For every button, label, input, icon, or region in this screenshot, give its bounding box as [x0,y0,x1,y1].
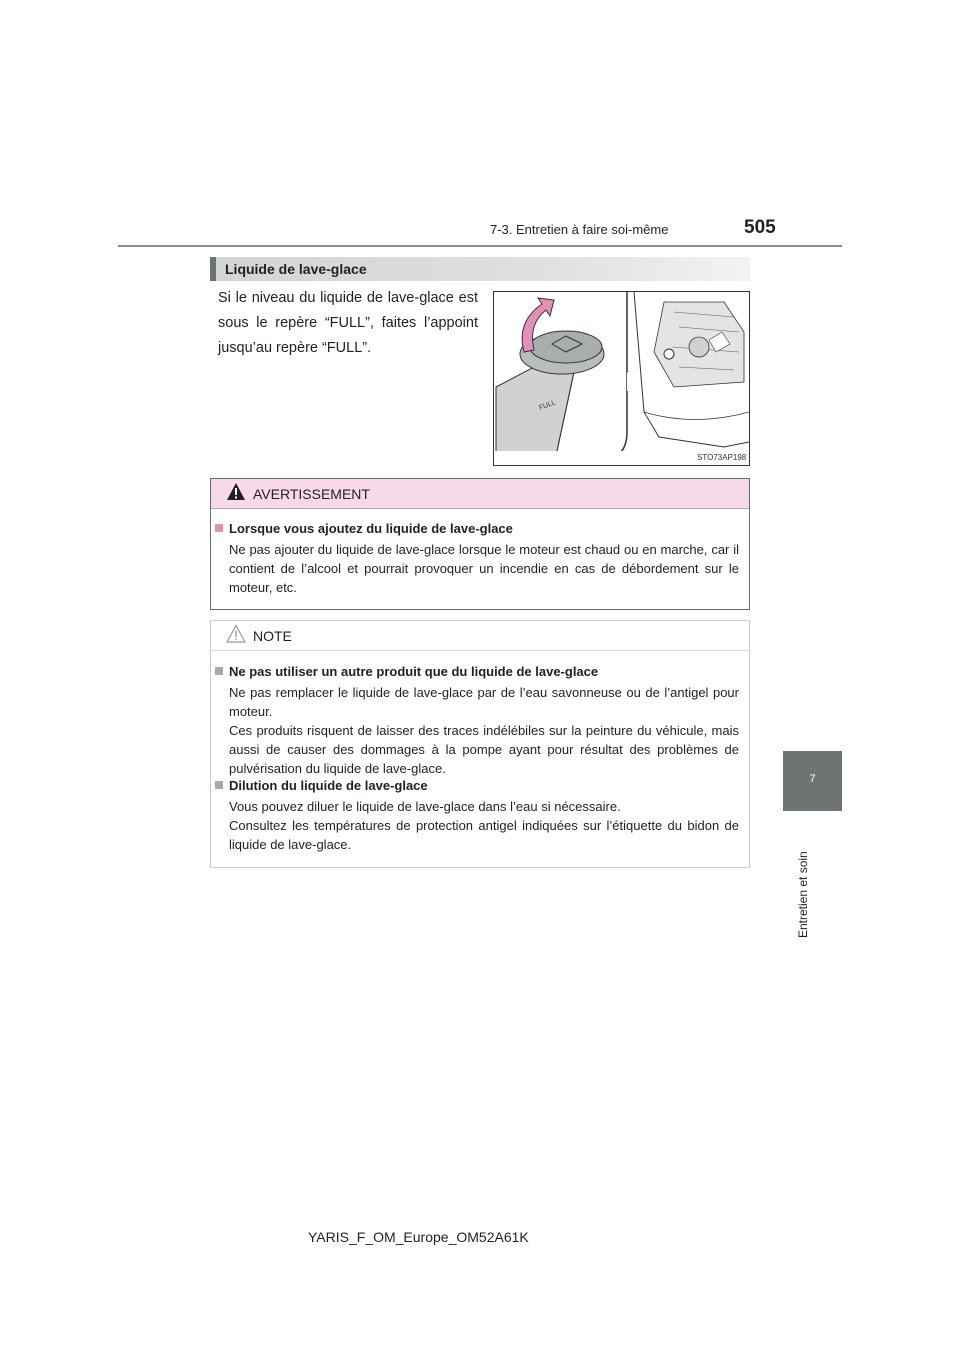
page-number: 505 [744,217,776,238]
figure-code: STO73AP198 [697,453,747,462]
section-heading-marker [210,257,216,281]
caution-triangle-icon [226,624,246,644]
warning-item-heading-text: Lorsque vous ajoutez du liquide de lave-glace [229,521,513,536]
document-id: YARIS_F_OM_Europe_OM52A61K [308,1229,529,1245]
chapter-number: 7 [809,773,816,785]
full-mark-label: FULL [538,399,557,412]
note-item-text [229,797,739,854]
warning-triangle-icon [226,482,246,502]
note-item-line: Consultez les températures de protection antigel indiquées sur l’étiquette du bidon de liquide de lave-glace. [229,818,739,852]
header-divider [118,245,842,247]
washer-reservoir-illustration [494,292,749,465]
note-item-heading [215,664,598,679]
note-item-heading [215,778,428,793]
chapter-label-text: Entretien et soin [796,851,810,938]
intro-paragraph: Si le niveau du liquide de lave-glace est sous le repère “FULL”, faites l’appoint jusqu’au repère “FULL”. [218,290,478,356]
note-item-text [229,683,739,778]
warning-item-heading [215,521,513,536]
section-title: Liquide de lave-glace [225,261,367,277]
note-item-line: Ne pas remplacer le liquide de lave-glace par de l’eau savonneuse ou de l’antigel pour moteur. [229,685,739,719]
note-item-line: Ces produits risquent de laisser des traces indélébiles sur la peinture du véhicule, mais aussi de causer des dommages à la pompe ayant pour résultat des problèmes de pulvérisation du liquide de lave-glace. [229,723,739,776]
note-title: NOTE [253,628,292,644]
header-section-title: 7-3. Entretien à faire soi-même [490,222,669,237]
warning-title: AVERTISSEMENT [253,486,370,502]
note-item-line: Vous pouvez diluer le liquide de lave-glace dans l’eau si nécessaire. [229,799,621,814]
warning-bullet-icon [215,524,223,532]
note-item-heading-text: Ne pas utiliser un autre produit que du liquide de lave-glace [229,664,599,679]
note-bullet-icon [215,781,223,789]
washer-reservoir-figure [493,291,750,466]
chapter-label [794,818,808,938]
warning-item-text: Ne pas ajouter du liquide de lave-glace lorsque le moteur est chaud ou en marche, car il contient de l’alcool et pourrait provoquer un incendie en cas de débordement sur le moteur, etc. [229,542,739,595]
note-item-heading-text: Dilution du liquide de lave-glace [229,778,428,793]
note-bullet-icon [215,667,223,675]
